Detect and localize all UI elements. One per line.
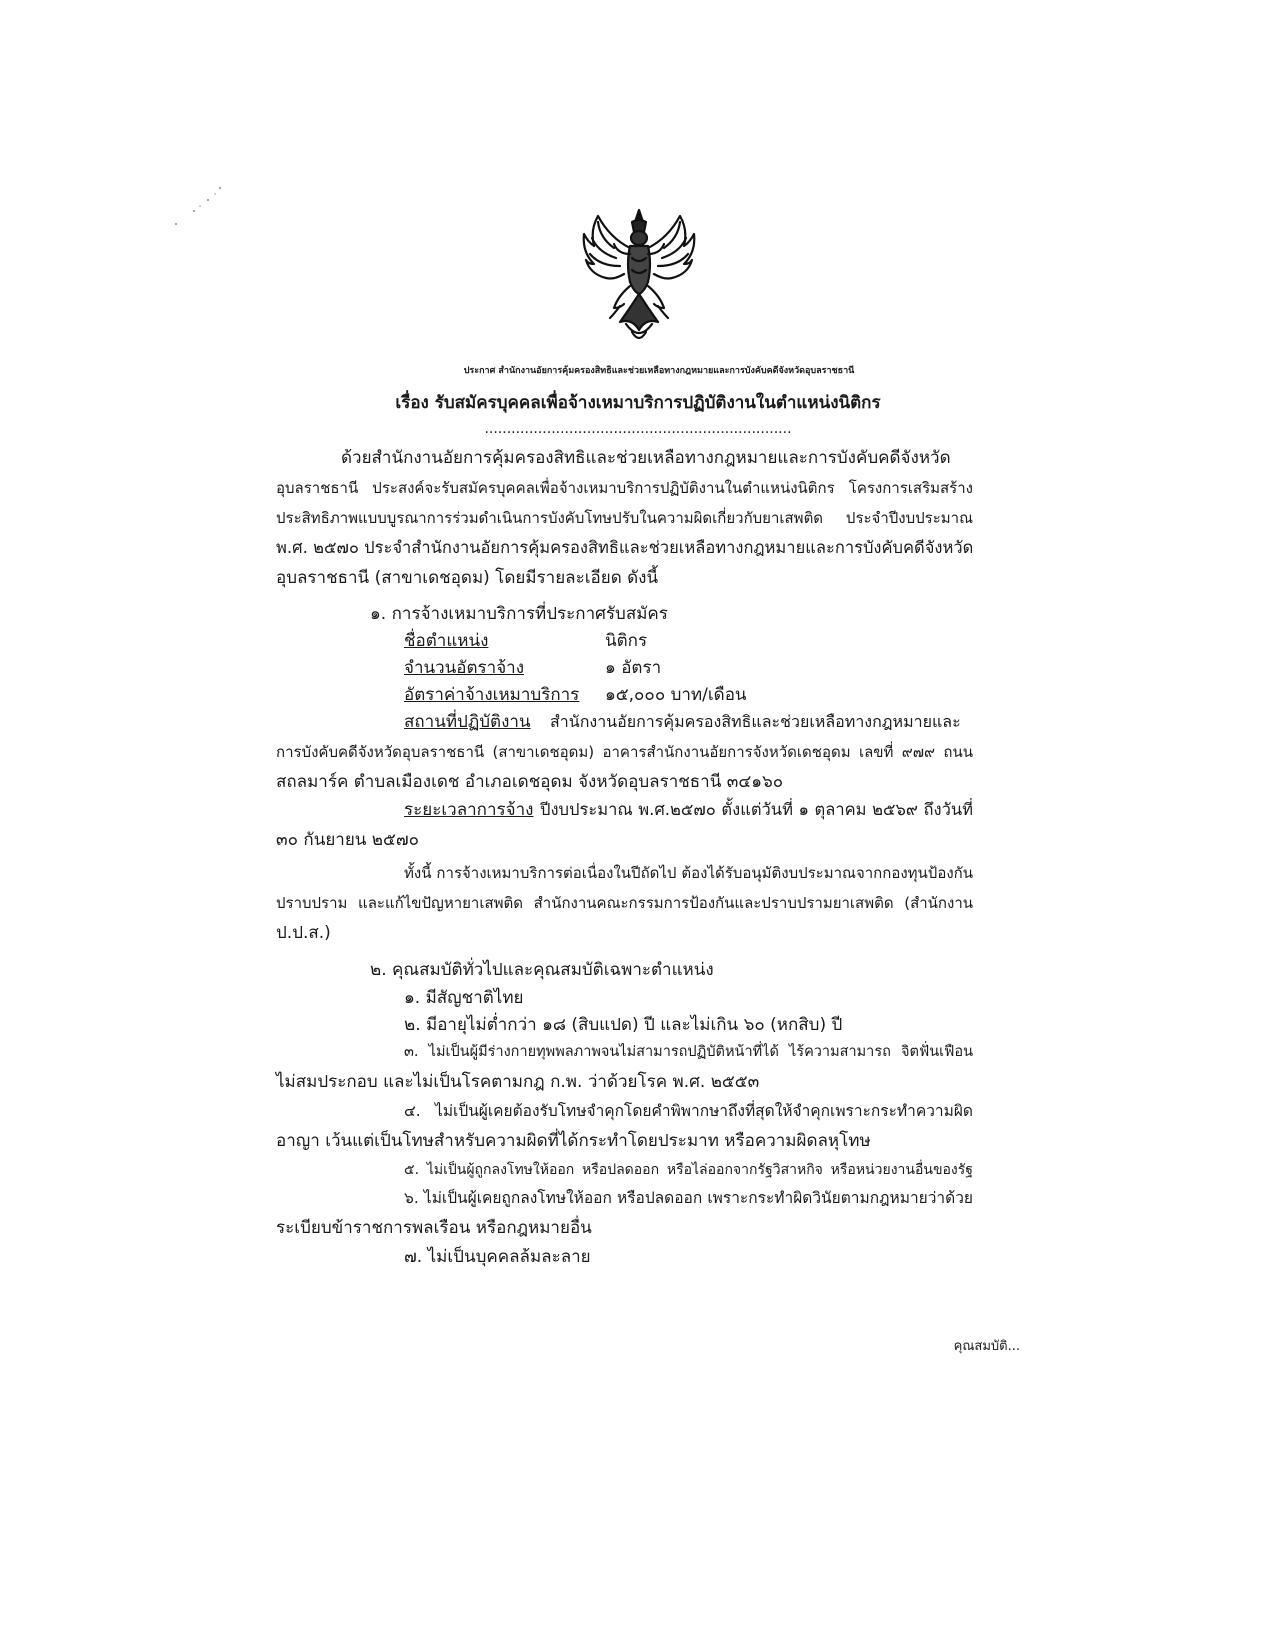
qualification-item-2: ๒. มีอายุไม่ต่ำกว่า ๑๘ (สิบแปด) ปี และไม่เกิน ๖๐ (หกสิบ) ปี	[404, 1015, 843, 1035]
period-label: ระยะเวลาการจ้าง	[404, 800, 534, 820]
place-line-1: สำนักงานอัยการคุ้มครองสิทธิและช่วยเหลือทางกฎหมายและ	[550, 712, 961, 731]
period-line-1: ปีงบประมาณ พ.ศ.๒๕๗๐ ตั้งแต่วันที่ ๑ ตุลาคม ๒๕๖๙ ถึงวันที่	[540, 800, 973, 819]
qualification-item-3-line-2: ไม่สมประกอบ และไม่เป็นโรคตามกฎ ก.พ. ว่าด้วยโรค พ.ศ. ๒๕๕๓	[276, 1072, 760, 1092]
place-line-3: สถลมาร์ค ตำบลเมืองเดช อำเภอเดชอุดม จังหวัดอุบลราชธานี ๓๔๑๖๐	[276, 772, 784, 792]
place-label: สถานที่ปฏิบัติงาน	[404, 712, 531, 732]
qualification-item-4-line-1: ๔. ไม่เป็นผู้เคยต้องรับโทษจำคุกโดยคำพิพากษาถึงที่สุดให้จำคุกเพราะกระทำความผิด	[404, 1102, 973, 1120]
intro-line-4: พ.ศ. ๒๕๗๐ ประจำสำนักงานอัยการคุ้มครองสิทธิและช่วยเหลือทางกฎหมายและการบังคับคดีจังหวัด	[276, 538, 974, 557]
section1-heading: ๑. การจ้างเหมาบริการที่ประกาศรับสมัคร	[370, 604, 668, 624]
title-separator: .....................................................................	[484, 421, 792, 437]
place-line-2: การบังคับคดีจังหวัดอุบลราชธานี (สาขาเดชอุดม) อาคารสำนักงานอัยการจังหวัดเดชอุดม เลขที่ ๙๗๙ ถนน	[276, 743, 973, 761]
garuda-emblem-icon	[580, 208, 698, 346]
note-line-2: ปราบปราม และแก้ไขปัญหายาเสพติด สำนักงานคณะกรรมการป้องกันและปราบปรามยาเสพติด (สำนักงาน	[276, 894, 973, 912]
count-label: จำนวนอัตราจ้าง	[404, 658, 525, 678]
count-value: ๑ อัตรา	[605, 658, 662, 678]
intro-line-2: อุบลราชธานี ประสงค์จะรับสมัครบุคคลเพื่อจ้างเหมาบริการปฏิบัติงานในตำแหน่งนิติกร โครงการเสริมสร้าง	[276, 479, 973, 497]
announcement-subject: เรื่อง รับสมัครบุคคลเพื่อจ้างเหมาบริการปฏิบัติงานในตำแหน่งนิติกร	[395, 393, 881, 413]
wage-value: ๑๕,๐๐๐ บาท/เดือน	[605, 685, 747, 705]
qualification-item-6-line-2: ระเบียบข้าราชการพลเรือน หรือกฎหมายอื่น	[276, 1218, 592, 1238]
note-line-1: ทั้งนี้ การจ้างเหมาบริการต่อเนื่องในปีถัดไป ต้องได้รับอนุมัติงบประมาณจากกองทุนป้องกัน	[404, 864, 973, 882]
intro-line-5: อุบลราชธานี (สาขาเดชอุดม) โดยมีรายละเอียด ดังนี้	[276, 568, 659, 588]
qualification-item-6-line-1: ๖. ไม่เป็นผู้เคยถูกลงโทษให้ออก หรือปลดออก เพราะกระทำผิดวินัยตามกฎหมายว่าด้วย	[404, 1189, 973, 1207]
note-line-3: ป.ป.ส.)	[276, 923, 331, 943]
announcement-title: ประกาศ สำนักงานอัยการคุ้มครองสิทธิและช่วยเหลือทางกฎหมายและการบังคับคดีจังหวัดอุบลราชธานี	[463, 366, 855, 376]
qualification-item-1: ๑. มีสัญชาติไทย	[404, 988, 524, 1008]
position-label: ชื่อตำแหน่ง	[404, 631, 489, 651]
qualification-item-3-line-1: ๓. ไม่เป็นผู้มีร่างกายทุพพลภาพจนไม่สามารถปฏิบัติหน้าที่ได้ ไร้ความสามารถ จิตฟั่นเฟือน	[404, 1044, 973, 1060]
intro-line-1: ด้วยสำนักงานอัยการคุ้มครองสิทธิและช่วยเหลือทางกฎหมายและการบังคับคดีจังหวัด	[341, 448, 951, 468]
qualification-item-7: ๗. ไม่เป็นบุคคลล้มละลาย	[404, 1247, 591, 1267]
qualification-item-4-line-2: อาญา เว้นแต่เป็นโทษสำหรับความผิดที่ได้กระทำโดยประมาท หรือความผิดลหุโทษ	[276, 1131, 871, 1151]
position-value: นิติกร	[605, 631, 648, 651]
scan-specks	[170, 180, 240, 240]
period-line-2: ๓๐ กันยายน ๒๕๗๐	[276, 830, 420, 850]
continuation-text: คุณสมบัติ...	[953, 1339, 1020, 1354]
wage-label: อัตราค่าจ้างเหมาบริการ	[404, 685, 580, 705]
intro-line-3: ประสิทธิภาพแบบบูรณาการร่วมดำเนินการบังคับโทษปรับในความผิดเกี่ยวกับยาเสพติด ประจำปีงบประมาณ	[276, 509, 973, 527]
qualification-item-5: ๕. ไม่เป็นผู้ถูกลงโทษให้ออก หรือปลดออก หรือไล่ออกจากรัฐวิสาหกิจ หรือหน่วยงานอื่นของรัฐ	[404, 1162, 973, 1178]
section2-heading: ๒. คุณสมบัติทั่วไปและคุณสมบัติเฉพาะตำแหน่ง	[370, 960, 714, 980]
